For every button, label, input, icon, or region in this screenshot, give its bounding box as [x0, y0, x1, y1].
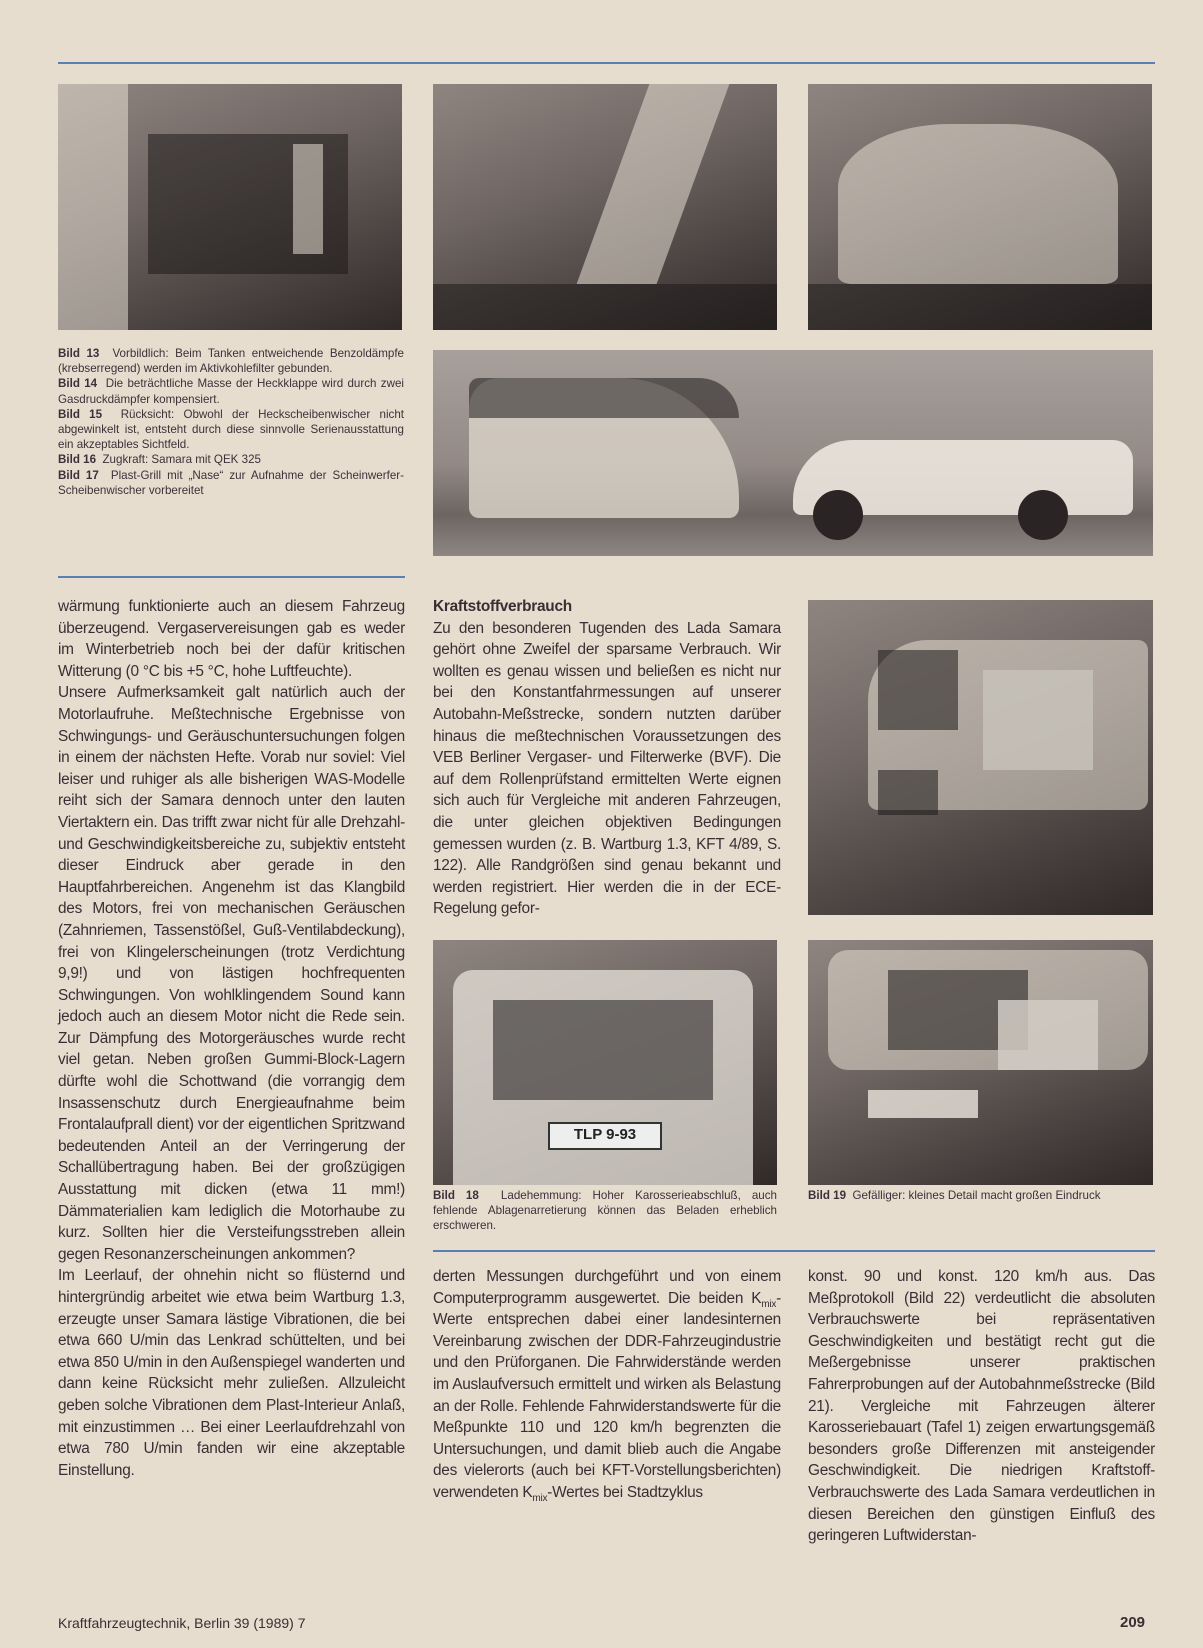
caption-bild-17: Bild 17 Plast-Grill mit „Nase“ zur Aufnahme der Scheinwerfer-Scheibenwischer vorbereitet [58, 468, 404, 497]
column-1-text [58, 596, 405, 1481]
page-number: 209 [1120, 1614, 1146, 1631]
section-rule-right [433, 1250, 1155, 1252]
photo-bild-13 [58, 84, 402, 330]
section-heading: Kraftstoffverbrauch [433, 598, 572, 615]
paragraph: Unsere Aufmerksamkeit galt natürlich auch der Motorlaufruhe. Meßtechnische Ergebnisse von Schwingungs- und Geräuschuntersuchungen folgen in einem der nächsten Hefte. Vorab nur soviel: Viel leiser und ruhiger als alle bisherigen WAS-Modelle reiht sich der Samara dennoch unter den lauten Viertaktern ein. Das trifft zwar nicht für alle Drehzahl- und Geschwindigkeitsbereiche zu, subjektiv entsteht dieser Eindruck aber gerade in den Hauptfahrbereichen. Angenehm ist das Klangbild des Motors, frei von mechanischen Geräuschen (Zahnriemen, Tassenstößel, Guß-Ventilabdeckung), frei von Klingelerscheinungen (trotz Verdichtung 9,9!) und von lästigen hochfrequenten Schwingungen. Von wohlklingendem Sound kann jedoch auch an diesem Motor nicht die Rede sein. Zur Dämpfung des Motorgeräusches wurde recht viel getan. Neben großen Gummi-Block-Lagern dürfte wohl die Schottwand (die vorrangig dem Insassenschutz durch Energieaufnahme beim Frontalaufprall dient) vor der eigentlichen Spritzwand bedeutenden Anteil an der Verringerung der Schallübertragung haben. Bei der großzügigen Ausstattung mit dicken (etwa 11 mm!) Dämmaterialien kam lediglich die Motorhaube zu kurz. Sollten hier die Versteifungsstreben allein gegen Resonanzerscheinungen ankommen? [58, 684, 405, 1263]
paragraph: derten Messungen durchgeführt und von einem Computerprogramm ausgewertet. Die beiden $K_{mix}$-Werte entsprechen dabei einer landesinternen Vereinbarung zwischen der DDR-Fahrzeugindustrie und den Prüforganen. Die Fahrwiderstände werden im Auslaufversuch ermittelt und wirken als Belastung an der Rolle. Fehlende Fahrwiderstandswerte für die Meßpunkte 110 und 120 km/h begrenzten die Untersuchungen, und damit blieb auch die Angabe des vielerorts (auch bei KFT-Vorstellungsberichten) verwendeten $K_{mix}$-Wertes bei Stadtzyklus [433, 1268, 781, 1505]
section-rule-left [58, 576, 405, 578]
paragraph: konst. 90 und konst. 120 km/h aus. Das Meßprotokoll (Bild 22) verdeutlicht die absoluten Verbrauchswerte bei repräsentativen Geschwindigkeiten und bestätigt recht gut die Meßergebnisse unserer praktischen Fahrerprobungen auf der Autobahnmeßstrecke (Bild 21). Vergleiche mit Fahrzeugen älterer Karosseriebauart (Tafel 1) zeigen erwartungsgemäß besonders große Differenzen mit ansteigender Geschwindigkeit. Die niedrigen Kraftstoff-Verbrauchswerte des Lada Samara verdeutlichen in diesen Bereichen den günstigen Einfluß des geringeren Luftwiderstan- [808, 1268, 1155, 1545]
footer-source: Kraftfahrzeugtechnik, Berlin 39 (1989) 7 [58, 1615, 306, 1631]
paragraph: Im Leerlauf, der ohnehin nicht so flüsternd und hintergründig arbeitet wie etwa beim Wartburg 1.3, erzeugte unser Samara lästige Vibrationen, die bei etwa 660 U/min das Lenkrad schüttelten, und bei etwa 850 U/min in den Außenspiegel wanderten und dann keine Rücksicht mehr zuließen. Allzuleicht geben solche Vibrationen dem Plast-Interieur Anlaß, mit einzustimmen … Bei einer Leerlaufdrehzahl von etwa 780 U/min fanden wir eine akzeptable Einstellung. [58, 1267, 405, 1479]
caption-bild-14: Bild 14 Die beträchtliche Masse der Heckklappe wird durch zwei Gasdruckdämpfer kompensiert. [58, 377, 404, 406]
paragraph: wärmung funktionierte auch an diesem Fahrzeug überzeugend. Vergaservereisungen gab es weder im Winterbetrieb noch bei der dafür kritischen Witterung (0 °C bis +5 °C, hohe Luftfeuchte). [58, 598, 405, 680]
caption-bild-13: Bild 13 Vorbildlich: Beim Tanken entweichende Benzoldämpfe (krebserregend) werden im Aktivkohlefilter gebunden. [58, 347, 404, 376]
photo-bild-19 [808, 940, 1153, 1185]
caption-bild-16: Bild 16 Zugkraft: Samara mit QEK 325 [58, 453, 261, 467]
caption-bild-18: Bild 18 Ladehemmung: Hoher Karosserieabschluß, auch fehlende Ablagenarretierung können das Beladen erheblich erschweren. [433, 1189, 777, 1233]
license-plate: TLP 9-93 [548, 1122, 662, 1150]
photo-bild-14 [433, 84, 777, 330]
column-2-top [433, 596, 781, 920]
caption-bild-15: Bild 15 Rücksicht: Obwohl der Heckscheibenwischer nicht abgewinkelt ist, entsteht durch diese sinnvolle Serienausstattung ein akzeptables Sichtfeld. [58, 407, 405, 452]
photo-bild-16 [433, 350, 1153, 556]
captions-block [58, 346, 404, 498]
photo-bild-18 [433, 940, 777, 1185]
paragraph: Zu den besonderen Tugenden des Lada Samara gehört ohne Zweifel der sparsame Verbrauch. Wir wollten es genau wissen und beließen es nicht nur bei den Konstantfahrmessungen auf unserer Autobahn-Meßstrecke, sondern nutzten darüber hinaus die meßtechnischen Voraussetzungen des VEB Berliner Vergaser- und Filterwerke (BVF). Die auf dem Rollenprüfstand ermittelten Werte eignen sich auch für Vergleiche mit anderen Fahrzeugen, die unter gleichen objektiven Bedingungen gemessen wurden (z. B. Wartburg 1.3, KFT 4/89, S. 122). Alle Randgrößen sind genau bekannt und werden registriert. Hier werden die in der ECE-Regelung gefor- [433, 619, 781, 918]
top-rule [58, 62, 1155, 64]
photo-bild-17 [808, 600, 1153, 915]
column-2-bottom [433, 1266, 781, 1504]
column-3-bottom [808, 1266, 1155, 1547]
caption-bild-19: Bild 19 Gefälliger: kleines Detail macht großen Eindruck [808, 1189, 1101, 1202]
photo-bild-15 [808, 84, 1152, 330]
